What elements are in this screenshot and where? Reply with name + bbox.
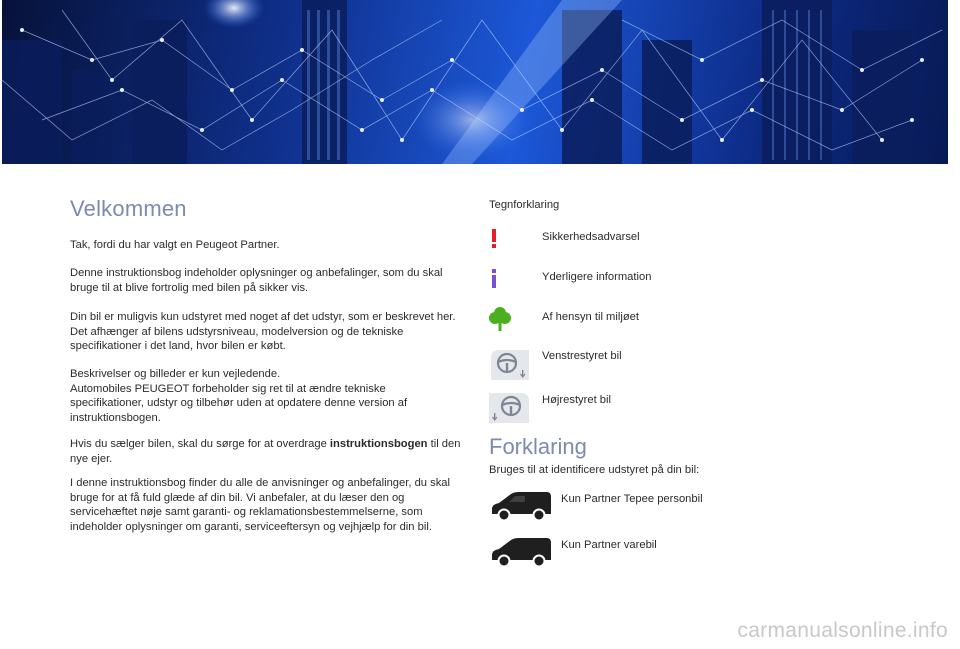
legend-item-left-hand-drive: Venstrestyret bil: [542, 350, 622, 362]
header-banner-image: [2, 0, 948, 164]
watermark-text: carmanualsonline.info: [737, 619, 948, 642]
explanation-title: Forklaring: [489, 434, 587, 459]
steering-wheel-right-icon: [489, 391, 531, 425]
network-city-illustration: [2, 0, 948, 164]
explanation-intro: Bruges til at identificere udstyret på din bil:: [489, 464, 700, 476]
legend-title: Tegnforklaring: [489, 199, 560, 211]
legend-item-right-hand-drive: Højrestyret bil: [542, 394, 611, 406]
steering-wheel-left-icon: [489, 348, 531, 382]
exclamation-icon: [489, 229, 499, 249]
p5-bold: instruktionsbogen: [329, 438, 428, 450]
tree-icon: [489, 306, 511, 332]
legend-item-additional-info: Yderligere information: [542, 271, 652, 283]
explanation-item-van: Kun Partner varebil: [561, 539, 657, 551]
legend-item-safety-warning: Sikkerhedsadvarsel: [542, 231, 640, 243]
p5-pre: Hvis du sælger bilen, skal du sørge for at overdrage: [70, 438, 330, 450]
passenger-car-icon: [489, 488, 555, 522]
welcome-paragraph-6: I denne instruktionsbog finder du alle de anvisninger og anbefalinger, du skal bruge for at få fuld glæde af din bil. Vi anbefaler, at du læser den og servicehæftet nøje samt garanti- og reklamationsbestemmelserne, som indeholder oplysninger om garanti, serviceeftersyn og vejhjælp for din bil.: [70, 477, 451, 533]
welcome-paragraph-4a: Beskrivelser og billeder er kun vejledende.: [70, 368, 281, 380]
welcome-paragraph-3: Din bil er muligvis kun udstyret med noget af det udstyr, som er beskrevet her. Det afhænger af bilens udstyrsniveau, modelversion og de tekniske specifikationer i det land, hvor bilen er købt.: [70, 311, 456, 352]
welcome-paragraph-1: Tak, fordi du har valgt en Peugeot Partner.: [70, 239, 280, 251]
van-icon: [489, 534, 555, 568]
welcome-paragraph-5: [70, 437, 462, 466]
welcome-paragraph-4: [70, 367, 462, 425]
welcome-title: Velkommen: [70, 196, 187, 221]
legend-item-environment: Af hensyn til miljøet: [542, 311, 639, 323]
p5-post: til den nye ejer.: [70, 438, 461, 465]
explanation-item-passenger-car: Kun Partner Tepee personbil: [561, 493, 703, 505]
welcome-paragraph-2: Denne instruktionsbog indeholder oplysninger og anbefalinger, som du skal bruge til at blive fortrolig med bilen på sikker vis.: [70, 267, 443, 294]
welcome-paragraph-4b: Automobiles PEUGEOT forbeholder sig ret til at ændre tekniske specifikationer, udstyr og tilbehør uden at opdatere denne version af instruktionsbogen.: [70, 382, 408, 424]
info-icon: [489, 269, 499, 289]
